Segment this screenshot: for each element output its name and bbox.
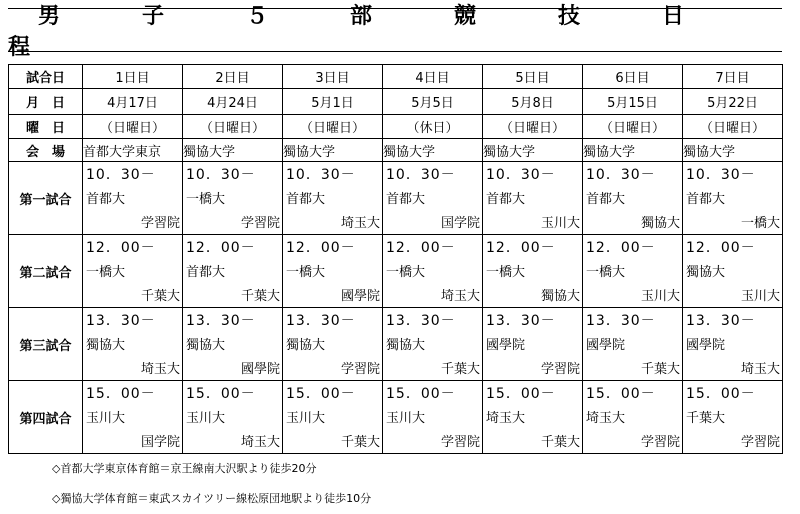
team-away: 玉川大 <box>640 289 680 304</box>
team-home: 一橋大 <box>486 265 526 280</box>
schedule-table <box>8 64 783 454</box>
game-label: 第四試合 <box>9 381 83 454</box>
match-time: 13．30－ <box>586 313 656 329</box>
match-cell <box>583 308 683 381</box>
game-row <box>9 381 783 454</box>
match-cell <box>283 162 383 235</box>
team-away: 千葉大 <box>640 362 680 377</box>
team-away: 国学院 <box>440 216 480 231</box>
match-cell <box>283 381 383 454</box>
team-home: 國學院 <box>486 338 526 353</box>
match-time: 13．30－ <box>686 313 756 329</box>
team-away: 千葉大 <box>540 435 580 450</box>
match-time: 15．00－ <box>586 386 656 402</box>
weekday-row-cell: （日曜日） <box>183 115 283 139</box>
match-time: 10．30－ <box>586 167 656 183</box>
venue-row-cell: 首都大学東京 <box>83 139 183 162</box>
venue-row-cell: 獨協大学 <box>383 139 483 162</box>
team-home: 獨協大 <box>286 338 326 353</box>
match-time: 15．00－ <box>486 386 556 402</box>
team-home: 一橋大 <box>586 265 626 280</box>
team-away: 國學院 <box>240 362 280 377</box>
match-cell <box>383 162 483 235</box>
team-away: 埼玉大 <box>440 289 480 304</box>
match-time: 12．00－ <box>86 240 156 256</box>
game-row <box>9 235 783 308</box>
match-cell <box>83 381 183 454</box>
team-away: 獨協大 <box>640 216 680 231</box>
match-time: 10．30－ <box>86 167 156 183</box>
team-home: 首都大 <box>286 192 326 207</box>
team-away: 千葉大 <box>240 289 280 304</box>
team-home: 埼玉大 <box>486 411 526 426</box>
match-cell <box>183 381 283 454</box>
team-home: 獨協大 <box>86 338 126 353</box>
team-home: 國學院 <box>586 338 626 353</box>
team-home: 玉川大 <box>386 411 426 426</box>
team-away: 学習院 <box>540 362 580 377</box>
game-label: 第三試合 <box>9 308 83 381</box>
team-home: 玉川大 <box>86 411 126 426</box>
match-time: 10．30－ <box>386 167 456 183</box>
weekday-row-label: 曜 日 <box>9 115 83 139</box>
match-cell <box>283 308 383 381</box>
team-home: 首都大 <box>186 265 226 280</box>
team-home: 首都大 <box>686 192 726 207</box>
match-cell <box>183 162 283 235</box>
match-cell <box>83 235 183 308</box>
team-away: 学習院 <box>440 435 480 450</box>
team-away: 学習院 <box>140 216 180 231</box>
match-time: 15．00－ <box>286 386 356 402</box>
team-away: 獨協大 <box>540 289 580 304</box>
team-home: 獨協大 <box>686 265 726 280</box>
match-time: 10．30－ <box>686 167 756 183</box>
team-home: 一橋大 <box>386 265 426 280</box>
team-away: 千葉大 <box>440 362 480 377</box>
match-day-row-cell: 7日目 <box>683 65 783 89</box>
match-cell <box>683 162 783 235</box>
match-time: 10．30－ <box>186 167 256 183</box>
match-time: 12．00－ <box>286 240 356 256</box>
match-time: 13．30－ <box>86 313 156 329</box>
match-time: 12．00－ <box>686 240 756 256</box>
venue-row-cell: 獨協大学 <box>483 139 583 162</box>
date-row-label: 月 日 <box>9 89 83 115</box>
team-home: 埼玉大 <box>586 411 626 426</box>
venue-row-cell: 獨協大学 <box>183 139 283 162</box>
match-cell <box>583 162 683 235</box>
weekday-row-cell: （休日） <box>383 115 483 139</box>
team-away: 玉川大 <box>540 216 580 231</box>
venue-notes <box>52 454 371 514</box>
team-home: 一橋大 <box>86 265 126 280</box>
team-home: 首都大 <box>586 192 626 207</box>
match-time: 15．00－ <box>386 386 456 402</box>
team-away: 学習院 <box>340 362 380 377</box>
venue-row-cell: 獨協大学 <box>683 139 783 162</box>
team-away: 千葉大 <box>340 435 380 450</box>
match-cell <box>183 308 283 381</box>
weekday-row-cell: （日曜日） <box>583 115 683 139</box>
team-home: 獨協大 <box>186 338 226 353</box>
date-row-cell: 4月24日 <box>183 89 283 115</box>
weekday-row-cell: （日曜日） <box>283 115 383 139</box>
team-home: 首都大 <box>486 192 526 207</box>
team-home: 玉川大 <box>286 411 326 426</box>
match-cell <box>83 308 183 381</box>
match-time: 12．00－ <box>386 240 456 256</box>
match-cell <box>583 235 683 308</box>
venue-row-cell: 獨協大学 <box>283 139 383 162</box>
weekday-row-cell: （日曜日） <box>683 115 783 139</box>
match-cell <box>483 308 583 381</box>
team-away: 千葉大 <box>140 289 180 304</box>
date-row-cell: 4月17日 <box>83 89 183 115</box>
team-away: 埼玉大 <box>740 362 780 377</box>
game-label: 第二試合 <box>9 235 83 308</box>
match-day-row-label: 試合日 <box>9 65 83 89</box>
date-row <box>9 89 783 115</box>
match-day-row-cell: 3日目 <box>283 65 383 89</box>
match-day-row-cell: 1日目 <box>83 65 183 89</box>
match-cell <box>183 235 283 308</box>
match-cell <box>383 308 483 381</box>
match-cell <box>683 235 783 308</box>
team-away: 学習院 <box>740 435 780 450</box>
date-row-cell: 5月8日 <box>483 89 583 115</box>
match-time: 15．00－ <box>686 386 756 402</box>
team-home: 玉川大 <box>186 411 226 426</box>
team-away: 埼玉大 <box>240 435 280 450</box>
match-time: 10．30－ <box>286 167 356 183</box>
date-row-cell: 5月22日 <box>683 89 783 115</box>
venue-row-label: 会 場 <box>9 139 83 162</box>
game-label: 第一試合 <box>9 162 83 235</box>
team-away: 埼玉大 <box>140 362 180 377</box>
match-time: 15．00－ <box>86 386 156 402</box>
match-cell <box>483 381 583 454</box>
match-time: 13．30－ <box>186 313 256 329</box>
weekday-row-cell: （日曜日） <box>83 115 183 139</box>
match-day-row-cell: 2日目 <box>183 65 283 89</box>
weekday-row-cell: （日曜日） <box>483 115 583 139</box>
match-cell <box>583 381 683 454</box>
match-cell <box>383 381 483 454</box>
match-time: 12．00－ <box>586 240 656 256</box>
match-cell <box>683 308 783 381</box>
match-time: 10．30－ <box>486 167 556 183</box>
match-cell <box>383 235 483 308</box>
weekday-row <box>9 115 783 139</box>
team-home: 首都大 <box>386 192 426 207</box>
game-row <box>9 162 783 235</box>
date-row-cell: 5月5日 <box>383 89 483 115</box>
team-away: 学習院 <box>240 216 280 231</box>
team-away: 国学院 <box>140 435 180 450</box>
team-home: 一橋大 <box>286 265 326 280</box>
match-day-row-cell: 4日目 <box>383 65 483 89</box>
match-cell <box>283 235 383 308</box>
venue-row <box>9 139 783 162</box>
date-row-cell: 5月15日 <box>583 89 683 115</box>
match-time: 13．30－ <box>286 313 356 329</box>
team-away: 埼玉大 <box>340 216 380 231</box>
match-time: 13．30－ <box>486 313 556 329</box>
match-cell <box>483 162 583 235</box>
match-time: 15．00－ <box>186 386 256 402</box>
team-home: 一橋大 <box>186 192 226 207</box>
match-cell <box>683 381 783 454</box>
page-title: 男 子 ５ 部 競 技 日 程 <box>8 8 782 52</box>
match-day-row <box>9 65 783 89</box>
team-away: 國學院 <box>340 289 380 304</box>
match-day-row-cell: 5日目 <box>483 65 583 89</box>
team-home: 獨協大 <box>386 338 426 353</box>
note-line: ◇獨協大学体育館＝東武スカイツリー線松原団地駅より徒歩10分 <box>52 492 372 505</box>
note-line: ◇首都大学東京体育館＝京王線南大沢駅より徒歩20分 <box>52 462 317 475</box>
date-row-cell: 5月1日 <box>283 89 383 115</box>
match-cell <box>483 235 583 308</box>
team-away: 玉川大 <box>740 289 780 304</box>
match-day-row-cell: 6日目 <box>583 65 683 89</box>
match-time: 13．30－ <box>386 313 456 329</box>
venue-row-cell: 獨協大学 <box>583 139 683 162</box>
team-home: 千葉大 <box>686 411 726 426</box>
team-home: 首都大 <box>86 192 126 207</box>
team-away: 学習院 <box>640 435 680 450</box>
team-home: 國學院 <box>686 338 726 353</box>
match-time: 12．00－ <box>486 240 556 256</box>
match-cell <box>83 162 183 235</box>
game-row <box>9 308 783 381</box>
match-time: 12．00－ <box>186 240 256 256</box>
team-away: 一橋大 <box>740 216 780 231</box>
